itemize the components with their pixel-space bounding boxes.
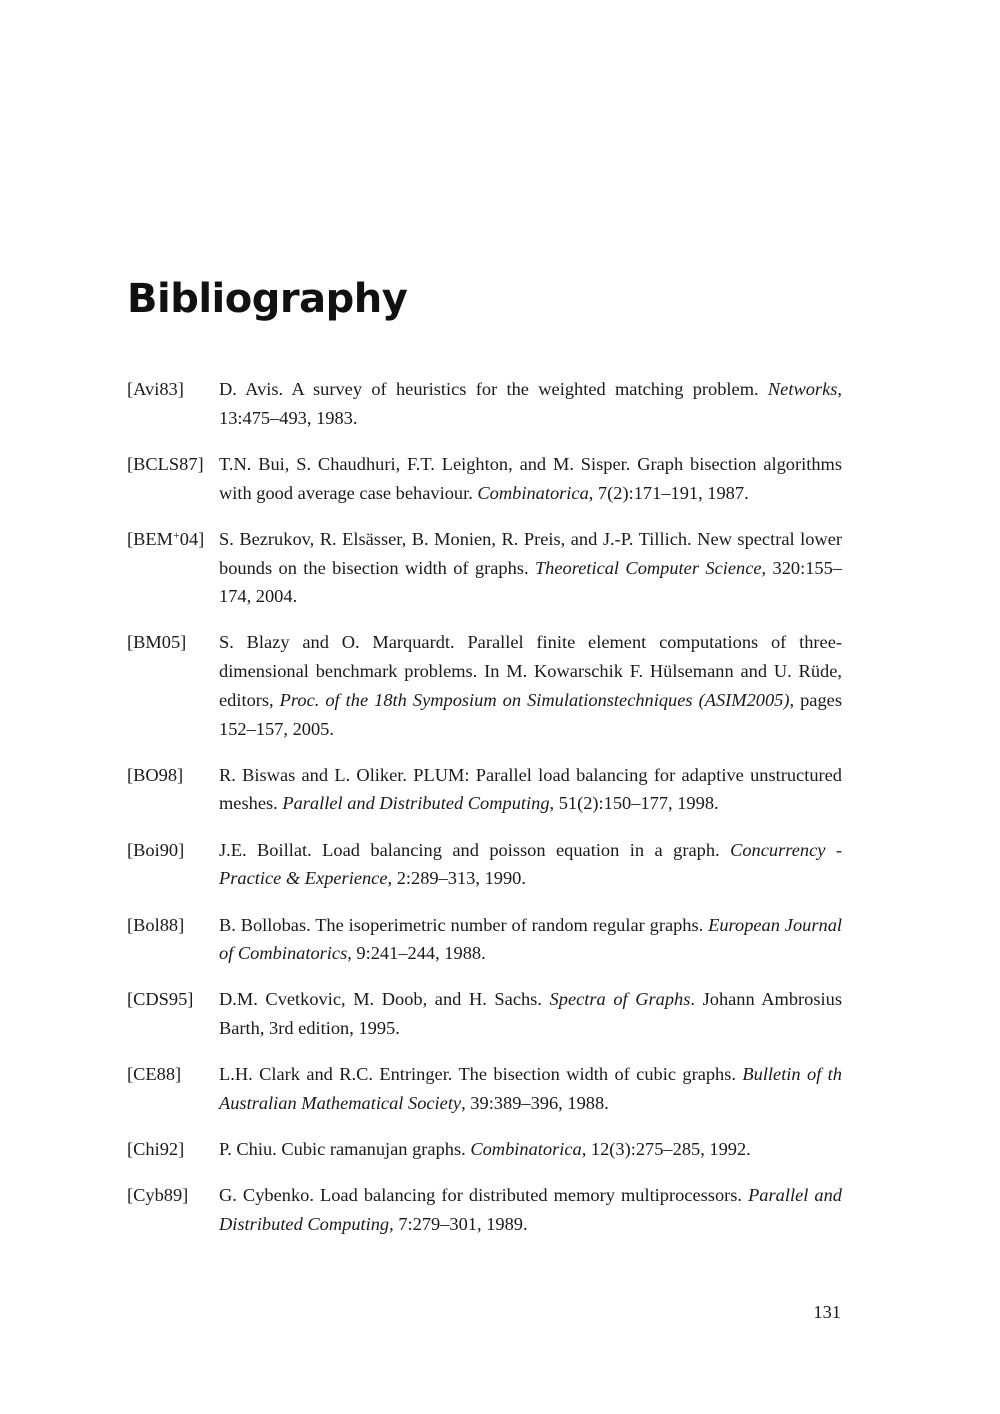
bib-text (219, 985, 842, 1042)
bib-key: [Cyb89] (127, 1185, 189, 1206)
bib-authors: R. Biswas and L. Oliker. (219, 764, 414, 785)
bib-authors: L.H. Clark and R.C. Entringer. (219, 1064, 459, 1085)
bib-authors: D.M. Cvetkovic, M. Doob, and H. Sachs. (219, 989, 550, 1010)
bib-text (219, 628, 842, 743)
bib-authors: P. Chiu. (219, 1139, 282, 1160)
bib-entry-ce88 (127, 1060, 842, 1117)
bib-details: , 320:155–174, 2004. (219, 557, 842, 607)
bib-entry-cyb89 (127, 1181, 842, 1238)
bib-details: , 39:389–396, 1988. (461, 1093, 609, 1114)
bib-venue: Bulletin of th Australian Mathematical Society (219, 1064, 842, 1114)
bib-entry-cds95 (127, 985, 842, 1042)
bib-title: A survey of heuristics for the weighted matching problem. (291, 379, 768, 399)
bib-key-base: [BEM (127, 528, 173, 549)
bib-key: [Chi92] (127, 1139, 185, 1160)
bib-venue: Theoretical Computer Science (534, 557, 762, 578)
bib-key: [BCLS87] (127, 453, 204, 474)
bib-details: , 7(2):171–191, 1987. (588, 482, 749, 503)
bib-text (219, 761, 842, 818)
bib-venue: Concurrency - Practice & Experience (219, 839, 842, 889)
bib-details: , 7:279–301, 1989. (389, 1214, 528, 1235)
bib-key: [Boi90] (127, 839, 185, 860)
bib-title: New spectral lower bounds on the bisection width of graphs. (219, 528, 842, 578)
bib-title: The bisection width of cubic graphs. (458, 1064, 743, 1085)
bib-text (219, 836, 842, 893)
bib-entry-bm05 (127, 628, 842, 743)
bib-authors: G. Cybenko. (219, 1185, 320, 1206)
bib-details: , 12(3):275–285, 1992. (581, 1139, 751, 1160)
bib-key-superscript: + (172, 527, 180, 542)
bib-details: , 9:241–244, 1988. (347, 943, 486, 964)
bib-venue: Parallel and Distributed Computing (282, 793, 550, 814)
bib-text (219, 1181, 842, 1238)
bib-key: [CDS95] (127, 989, 194, 1010)
bib-authors: B. Bollobas. (219, 914, 316, 935)
bib-key: [BM05] (127, 632, 187, 653)
bib-text (219, 1060, 842, 1117)
bib-text (219, 1135, 842, 1164)
bib-venue: European Journal of Combinatorics (219, 914, 842, 964)
bib-text (219, 525, 842, 611)
bib-details: , 51(2):150–177, 1998. (549, 793, 719, 814)
chapter-title: Bibliography (127, 276, 408, 322)
bib-editors: In M. Kowarschik F. Hülsemann and U. Rüde, editors, (219, 661, 842, 710)
bib-text (219, 375, 842, 432)
bib-authors: T.N. Bui, S. Chaudhuri, F.T. Leighton, and M. Sisper. (219, 453, 638, 474)
bib-venue: Spectra of Graphs (549, 989, 691, 1010)
bib-venue: Proc. of the 18th Symposium on Simulationstechniques (ASIM2005) (279, 689, 790, 710)
bib-entry-avi83 (127, 375, 842, 432)
bib-venue: Parallel and Distributed Computing (219, 1185, 842, 1235)
bib-key: [Avi83] (127, 379, 184, 399)
bib-details: . Johann Ambrosius Barth, 3rd edition, 1995. (219, 989, 842, 1039)
bib-title: The isoperimetric number of random regular graphs. (315, 914, 709, 935)
bib-authors: J.E. Boillat. (219, 839, 323, 860)
bib-key-end: 04] (179, 528, 205, 549)
bib-title: Graph bisection algorithms with good average case behaviour. (219, 453, 842, 503)
bib-key: [CE88] (127, 1064, 182, 1085)
bib-authors: S. Blazy and O. Marquardt. (219, 632, 468, 653)
bib-details: , 13:475–493, 1983. (219, 379, 842, 428)
bib-entry-bo98 (127, 761, 842, 818)
bib-entry-bem04 (127, 525, 842, 611)
bib-venue: Combinatorica (470, 1139, 582, 1160)
bib-key: [BO98] (127, 764, 184, 785)
bib-authors: D. Avis. (219, 379, 292, 399)
bib-details: , 2:289–313, 1990. (387, 868, 526, 889)
bib-text (219, 911, 842, 968)
bib-title: PLUM: Parallel load balancing for adaptive unstructured meshes. (219, 764, 842, 814)
bib-details: , pages 152–157, 2005. (219, 689, 842, 739)
bib-title: Cubic ramanujan graphs. (281, 1139, 471, 1160)
bib-key (127, 525, 219, 554)
bib-venue: Combinatorica (477, 482, 589, 503)
bib-key: [Bol88] (127, 914, 185, 935)
bibliography-list (127, 375, 842, 1256)
page-number: 131 (813, 1302, 841, 1322)
bib-entry-boi90 (127, 836, 842, 893)
bib-text (219, 450, 842, 507)
bib-venue: Networks (767, 379, 838, 399)
bib-entry-bol88 (127, 911, 842, 968)
bib-title: Load balancing for distributed memory multiprocessors. (320, 1185, 749, 1206)
bib-entry-bcls87 (127, 450, 842, 507)
bib-authors: S. Bezrukov, R. Elsässer, B. Monien, R. Preis, and J.-P. Tillich. (219, 528, 698, 549)
bib-title: Load balancing and poisson equation in a graph. (322, 839, 731, 860)
bib-title: Parallel finite element computations of three-dimensional benchmark problems. (219, 632, 842, 682)
bib-entry-chi92 (127, 1135, 842, 1164)
